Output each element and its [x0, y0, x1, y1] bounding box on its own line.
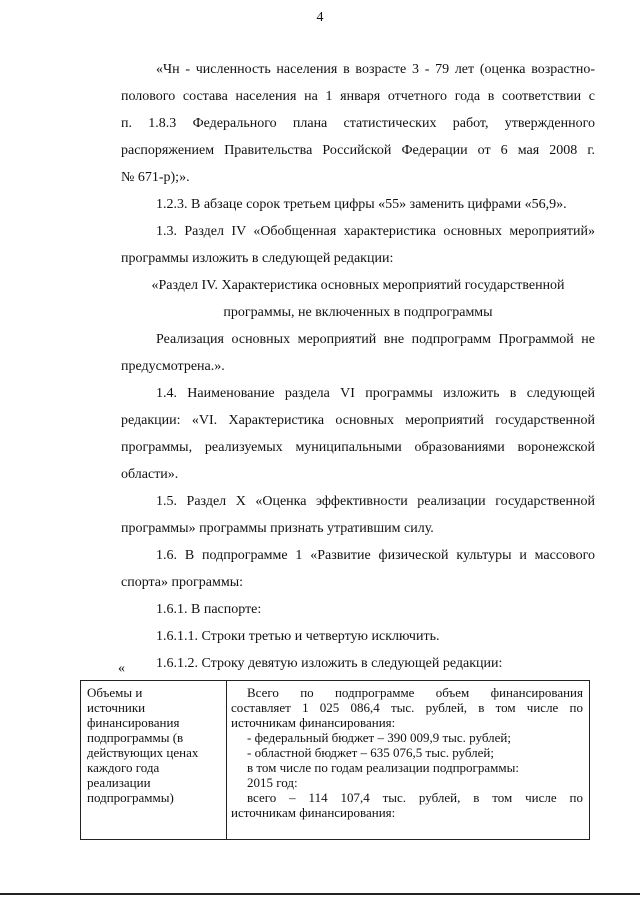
text-line: программы изложить в следующей редакции:	[121, 251, 394, 266]
text-line: «Чн - численность населения в возрасте 3 - 79 лет (оценка возрастно-	[156, 62, 595, 77]
table-value-line: - федеральный бюджет – 390 009,9 тыс. рублей;	[247, 730, 511, 745]
page-number: 4	[316, 10, 324, 25]
text-line: программы, реализуемых муниципальными образованиями воронежской	[121, 440, 595, 455]
text-line: 1.4. Наименование раздела VI программы изложить в следующей	[156, 386, 595, 401]
table-value-line: источникам финансирования:	[231, 715, 396, 730]
table-value-line: всего – 114 107,4 тыс. рублей, в том числе по	[247, 790, 583, 805]
text-line: 1.6.1.1. Строки третью и четвертую исключить.	[156, 629, 440, 644]
text-line: программы» программы признать утратившим силу.	[121, 521, 434, 536]
text-line: п. 1.8.3 Федерального плана статистических работ, утвержденного	[121, 116, 595, 131]
text-line: распоряжением Правительства Российской Федерации от 6 мая 2008 г.	[121, 143, 595, 158]
table-label-line: финансирования	[87, 715, 180, 730]
bottom-rule	[0, 893, 640, 895]
text-line: 1.6. В подпрограмме 1 «Развитие физической культуры и массового	[156, 548, 595, 563]
text-line: редакции: «VI. Характеристика основных мероприятий государственной	[121, 413, 595, 428]
table-label-line: Объемы и	[87, 685, 143, 700]
table-value-line: источникам финансирования:	[231, 805, 396, 820]
text-line: области».	[121, 467, 179, 482]
table-label-line: действующих ценах	[87, 745, 199, 760]
text-line: 1.6.1. В паспорте:	[156, 602, 262, 617]
text-line: спорта» программы:	[121, 575, 243, 590]
table-value-line: 2015 год:	[247, 775, 298, 790]
text-line: Реализация основных мероприятий вне подпрограмм Программой не	[156, 332, 595, 347]
table-label-line: каждого года	[87, 760, 160, 775]
text-line: предусмотрена.».	[121, 359, 225, 374]
section-heading-line: программы, не включенных в подпрограммы	[223, 305, 493, 320]
table-value-line: в том числе по годам реализации подпрограммы:	[247, 760, 519, 775]
text-line: 1.5. Раздел X «Оценка эффективности реализации государственной	[156, 494, 595, 509]
table-value-line: составляет 1 025 086,4 тыс. рублей, в том числе по	[231, 700, 583, 715]
text-line: 1.3. Раздел IV «Обобщенная характеристика основных мероприятий»	[156, 224, 595, 239]
table-label-line: реализации	[87, 775, 151, 790]
table-label-line: подпрограммы)	[87, 790, 174, 805]
table-label-line: источники	[87, 700, 146, 715]
table-label-line: подпрограммы (в	[87, 730, 184, 745]
text-line: 1.2.3. В абзаце сорок третьем цифры «55» заменить цифрами «56,9».	[156, 197, 567, 212]
text-line: полового состава населения на 1 января отчетного года в соответствии с	[121, 89, 595, 104]
text-line: № 671-р);».	[121, 170, 190, 185]
financing-table	[80, 680, 590, 840]
section-heading-line: «Раздел IV. Характеристика основных мероприятий государственной	[151, 278, 565, 293]
opening-quote: «	[118, 661, 125, 676]
table-value-line: Всего по подпрограмме объем финансирования	[247, 685, 583, 700]
table-column-divider	[226, 681, 227, 839]
text-line: 1.6.1.2. Строку девятую изложить в следующей редакции:	[156, 656, 503, 671]
table-value-line: - областной бюджет – 635 076,5 тыс. рублей;	[247, 745, 494, 760]
